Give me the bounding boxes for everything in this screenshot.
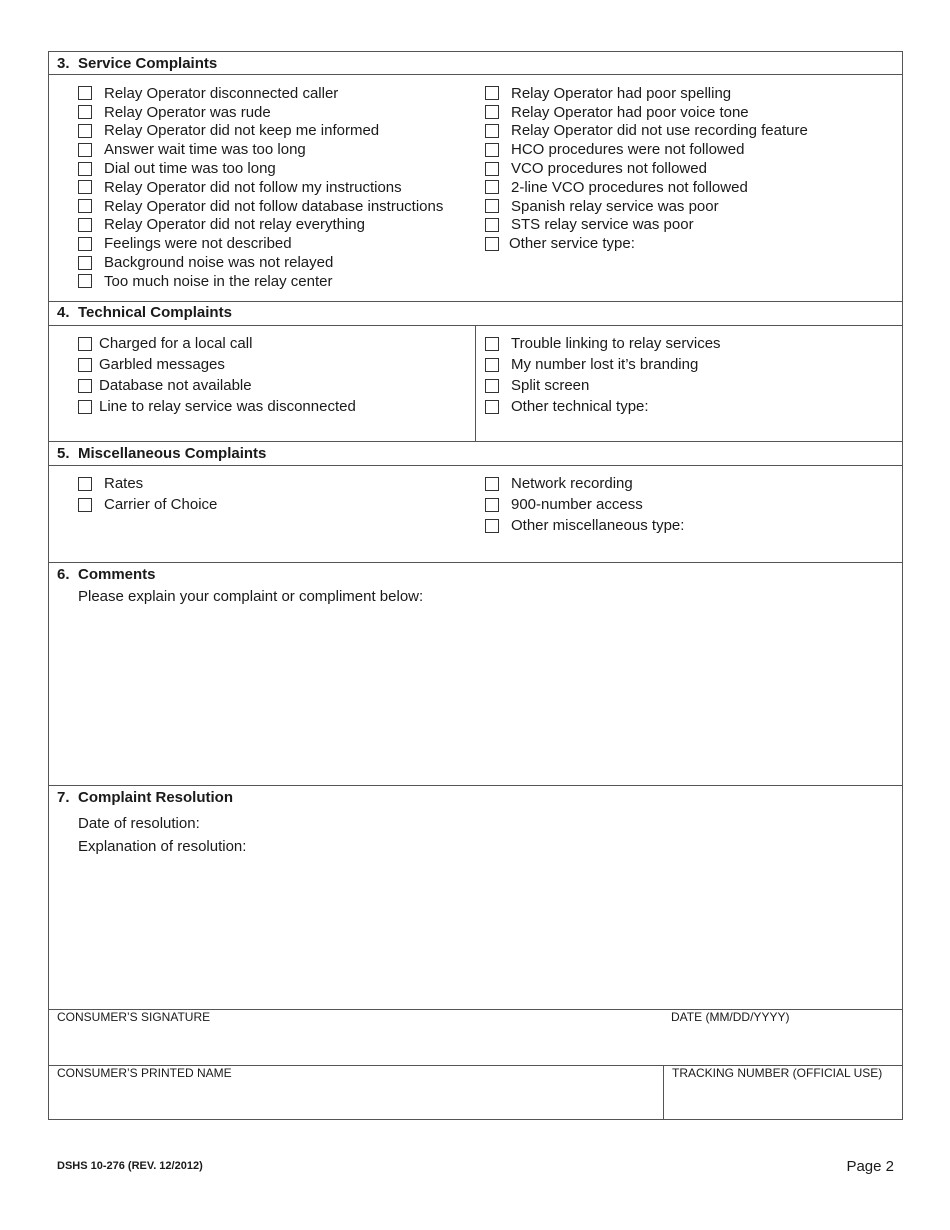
divider bbox=[49, 301, 902, 302]
checkbox[interactable] bbox=[485, 105, 499, 119]
checkbox[interactable] bbox=[485, 86, 499, 100]
list-item[interactable]: Other technical type: bbox=[485, 396, 721, 417]
checkbox[interactable] bbox=[78, 143, 92, 157]
checkbox[interactable] bbox=[485, 379, 499, 393]
complaint-form bbox=[48, 51, 903, 1120]
list-item[interactable]: Other service type: bbox=[485, 234, 808, 253]
checkbox[interactable] bbox=[78, 379, 92, 393]
misc-right-list bbox=[485, 473, 684, 536]
checkbox[interactable] bbox=[485, 143, 499, 157]
list-item[interactable]: Too much noise in the relay center bbox=[78, 272, 443, 291]
checkbox[interactable] bbox=[485, 519, 499, 533]
tracking-number-field[interactable] bbox=[671, 1082, 896, 1116]
list-item[interactable]: Relay Operator disconnected caller bbox=[78, 84, 443, 103]
list-item[interactable]: Database not available bbox=[78, 375, 356, 396]
list-item[interactable]: Answer wait time was too long bbox=[78, 140, 443, 159]
list-item[interactable]: Dial out time was too long bbox=[78, 159, 443, 178]
list-item[interactable]: Relay Operator did not follow database instructions bbox=[78, 197, 443, 216]
misc-left-list bbox=[78, 473, 217, 515]
list-item[interactable]: Garbled messages bbox=[78, 354, 356, 375]
checkbox[interactable] bbox=[78, 124, 92, 138]
list-item[interactable]: Relay Operator did not keep me informed bbox=[78, 122, 443, 141]
divider bbox=[49, 465, 902, 466]
list-item[interactable]: Relay Operator did not relay everything bbox=[78, 216, 443, 235]
checkbox[interactable] bbox=[78, 237, 92, 251]
resolution-explanation-field[interactable] bbox=[78, 862, 888, 1007]
list-item[interactable]: Relay Operator had poor spelling bbox=[485, 84, 808, 103]
list-item[interactable]: Background noise was not relayed bbox=[78, 253, 443, 272]
tracking-number-label: TRACKING NUMBER (OFFICIAL USE) bbox=[672, 1066, 883, 1080]
section-5-title: 5. Miscellaneous Complaints bbox=[57, 445, 267, 462]
list-item[interactable]: My number lost it’s branding bbox=[485, 354, 721, 375]
checkbox[interactable] bbox=[78, 337, 92, 351]
checkbox[interactable] bbox=[78, 199, 92, 213]
checkbox[interactable] bbox=[485, 199, 499, 213]
checkbox[interactable] bbox=[78, 274, 92, 288]
list-item[interactable]: Feelings were not described bbox=[78, 234, 443, 253]
technical-right-list bbox=[485, 333, 721, 417]
list-item[interactable]: Spanish relay service was poor bbox=[485, 197, 808, 216]
list-item[interactable]: Charged for a local call bbox=[78, 333, 356, 354]
resolution-date-label: Date of resolution: bbox=[78, 815, 200, 832]
checkbox[interactable] bbox=[485, 162, 499, 176]
checkbox[interactable] bbox=[78, 477, 92, 491]
list-item[interactable]: Split screen bbox=[485, 375, 721, 396]
checkbox[interactable] bbox=[485, 358, 499, 372]
comments-field[interactable] bbox=[78, 612, 888, 782]
date-field[interactable] bbox=[671, 1026, 896, 1062]
checkbox[interactable] bbox=[485, 180, 499, 194]
list-item[interactable]: Rates bbox=[78, 473, 217, 494]
column-divider bbox=[663, 1065, 664, 1120]
column-divider bbox=[475, 325, 476, 441]
checkbox[interactable] bbox=[78, 86, 92, 100]
checkbox[interactable] bbox=[485, 237, 499, 251]
list-item[interactable]: 900-number access bbox=[485, 494, 684, 515]
checkbox[interactable] bbox=[485, 218, 499, 232]
checkbox[interactable] bbox=[78, 498, 92, 512]
checkbox[interactable] bbox=[78, 218, 92, 232]
checkbox[interactable] bbox=[78, 105, 92, 119]
date-label: DATE (MM/DD/YYYY) bbox=[671, 1010, 790, 1024]
checkbox[interactable] bbox=[485, 477, 499, 491]
checkbox[interactable] bbox=[485, 400, 499, 414]
list-item[interactable]: 2-line VCO procedures not followed bbox=[485, 178, 808, 197]
divider bbox=[49, 785, 902, 786]
service-left-list bbox=[78, 84, 443, 291]
checkbox[interactable] bbox=[485, 337, 499, 351]
list-item[interactable]: STS relay service was poor bbox=[485, 216, 808, 235]
section-3-title: 3. Service Complaints bbox=[57, 55, 218, 72]
divider bbox=[49, 441, 902, 442]
checkbox[interactable] bbox=[78, 358, 92, 372]
consumer-signature-field[interactable] bbox=[57, 1026, 657, 1062]
service-right-list bbox=[485, 84, 808, 253]
section-7-title: 7. Complaint Resolution bbox=[57, 789, 233, 806]
list-item[interactable]: Relay Operator was rude bbox=[78, 103, 443, 122]
printed-name-label: CONSUMER’S PRINTED NAME bbox=[57, 1066, 232, 1080]
list-item[interactable]: HCO procedures were not followed bbox=[485, 140, 808, 159]
list-item[interactable]: VCO procedures not followed bbox=[485, 159, 808, 178]
list-item[interactable]: Network recording bbox=[485, 473, 684, 494]
list-item[interactable]: Trouble linking to relay services bbox=[485, 333, 721, 354]
list-item[interactable]: Line to relay service was disconnected bbox=[78, 396, 356, 417]
form-code: DSHS 10-276 (REV. 12/2012) bbox=[57, 1160, 203, 1172]
consumer-signature-label: CONSUMER’S SIGNATURE bbox=[57, 1010, 211, 1024]
printed-name-field[interactable] bbox=[57, 1082, 657, 1116]
checkbox[interactable] bbox=[78, 162, 92, 176]
resolution-explanation-label: Explanation of resolution: bbox=[78, 838, 247, 855]
list-item[interactable]: Carrier of Choice bbox=[78, 494, 217, 515]
divider bbox=[49, 74, 902, 75]
comments-prompt: Please explain your complaint or compliment below: bbox=[78, 588, 424, 605]
section-6-title: 6. Comments bbox=[57, 566, 156, 583]
checkbox[interactable] bbox=[78, 400, 92, 414]
page-number: Page 2 bbox=[846, 1158, 894, 1175]
list-item[interactable]: Relay Operator did not use recording feature bbox=[485, 122, 808, 141]
checkbox[interactable] bbox=[485, 498, 499, 512]
list-item[interactable]: Relay Operator did not follow my instructions bbox=[78, 178, 443, 197]
divider bbox=[49, 562, 902, 563]
list-item[interactable]: Relay Operator had poor voice tone bbox=[485, 103, 808, 122]
section-4-title: 4. Technical Complaints bbox=[57, 304, 232, 321]
checkbox[interactable] bbox=[78, 256, 92, 270]
list-item[interactable]: Other miscellaneous type: bbox=[485, 515, 684, 536]
checkbox[interactable] bbox=[78, 180, 92, 194]
technical-left-list bbox=[78, 333, 356, 417]
checkbox[interactable] bbox=[485, 124, 499, 138]
